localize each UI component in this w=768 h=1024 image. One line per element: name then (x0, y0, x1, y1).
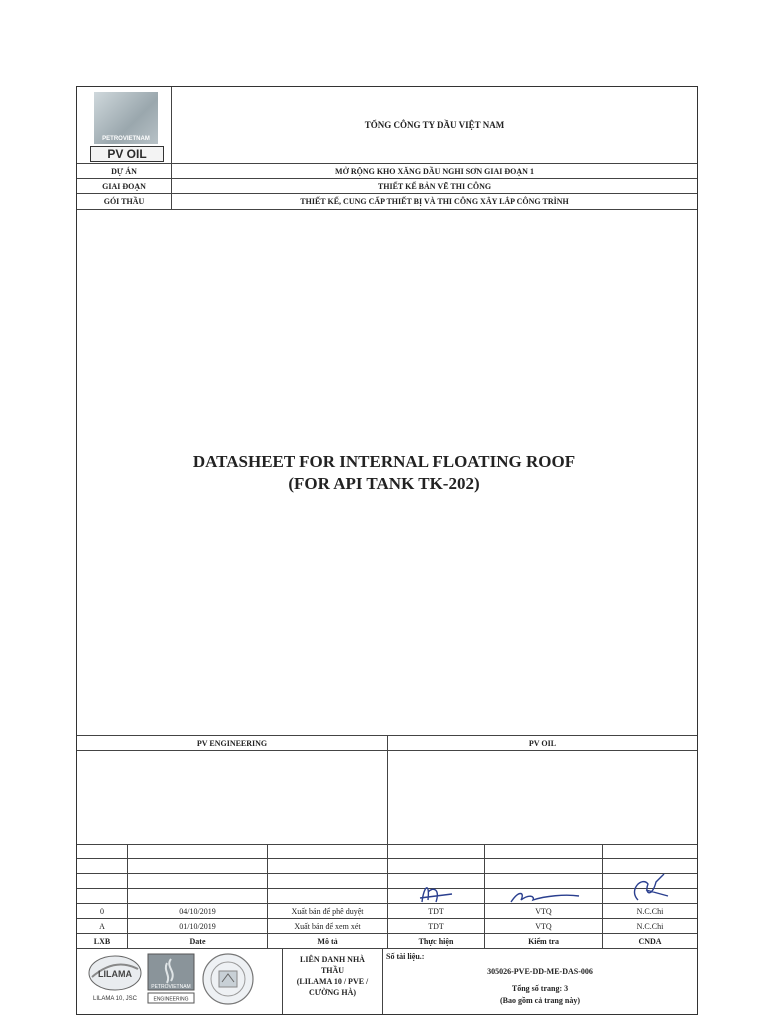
doc-number: 305026-PVE-DD-ME-DAS-006 (487, 967, 593, 976)
signature-vtq (505, 886, 585, 910)
pv-oil-logo (90, 90, 162, 162)
rev-a-date: 01/10/2019 (179, 922, 216, 931)
rev-header-lxb: LXB (93, 937, 111, 946)
header-line (77, 209, 697, 210)
cuong-ha-seal-icon (200, 952, 256, 1006)
package-label: GÓI THẦU (103, 197, 145, 206)
rev-col-line (602, 844, 603, 948)
rev-0-check: VTQ (535, 907, 552, 916)
header-line (77, 193, 697, 194)
rev-0-appr: N.C.Chi (636, 907, 664, 916)
pve-logo-sub: ENGINEERING (153, 996, 189, 1003)
phase-label: GIAI ĐOẠN (102, 182, 146, 191)
contractor-line2: THẦU (320, 966, 345, 975)
pv-engineering-logo-icon (147, 953, 195, 1005)
page-count-note: (Bao gồm cả trang này) (500, 996, 580, 1005)
package-value: THIẾT KẾ, CUNG CẤP THIẾT BỊ VÀ THI CÔNG XÂY LẮP CÔNG TRÌNH (300, 197, 569, 206)
rev-header-appr: CNDA (638, 937, 662, 946)
rev-a-appr: N.C.Chi (636, 922, 664, 931)
rev-header-desc: Mô tả (317, 937, 338, 946)
project-value: MỞ RỘNG KHO XĂNG DẦU NGHI SƠN GIAI ĐOẠN 1 (335, 167, 534, 176)
rev-col-line (267, 844, 268, 948)
phase-value: THIẾT KẾ BẢN VẼ THI CÔNG (377, 182, 492, 191)
petrovietnam-mark-icon (94, 92, 158, 144)
project-label: DỰ ÁN (111, 167, 137, 176)
rev-0-date: 04/10/2019 (179, 907, 216, 916)
rev-header-by: Thực hiện (418, 937, 454, 946)
approval-divider (387, 735, 388, 844)
document-subtitle: (FOR API TANK TK-202) (288, 474, 480, 493)
header-line (77, 163, 697, 164)
rev-0-desc: Xuất bản để phê duyệt (291, 907, 364, 916)
company-name: TỔNG CÔNG TY DẦU VIỆT NAM (364, 120, 505, 130)
lilama-logo-sub: LILAMA 10, JSC (92, 996, 138, 1002)
rev-0-by: TDT (428, 907, 444, 916)
rev-a-by: TDT (428, 922, 444, 931)
rev-header-check: Kiểm tra (528, 937, 559, 946)
contractor-line1: LIÊN DANH NHÀ (300, 955, 365, 964)
pv-oil-label: PV OIL (528, 739, 557, 748)
rev-col-line (127, 844, 128, 948)
rev-a-desc: Xuất bản để xem xét (294, 922, 361, 931)
rev-0-lxb: 0 (100, 907, 104, 916)
rev-a-lxb: A (99, 922, 105, 931)
page-count: Tổng số trang: 3 (511, 984, 569, 993)
rev-col-line (484, 844, 485, 948)
contractor-line3: (LILAMA 10 / PVE / (296, 977, 369, 986)
document-title: DATASHEET FOR INTERNAL FLOATING ROOF (192, 452, 576, 471)
pve-logo-brand: PETROVIETNAM (151, 984, 191, 990)
rev-header-date: Date (189, 937, 206, 946)
lilama-logo-text: LILAMA (98, 969, 132, 979)
rev-a-check: VTQ (535, 922, 552, 931)
signature-tdt (412, 880, 462, 910)
rev-col-line (387, 844, 388, 948)
header-line (77, 178, 697, 179)
pv-engineering-label: PV ENGINEERING (196, 739, 268, 748)
rev-line (77, 948, 697, 949)
signature-ncchi (622, 870, 682, 910)
doc-number-label: Số tài liệu.: (386, 952, 425, 961)
contractor-line4: CƯỜNG HÀ) (308, 988, 357, 997)
logo-brand: PV OIL (90, 146, 164, 162)
lilama-logo-icon (86, 953, 144, 1005)
logo-sub: PETROVIETNAM (102, 136, 150, 142)
